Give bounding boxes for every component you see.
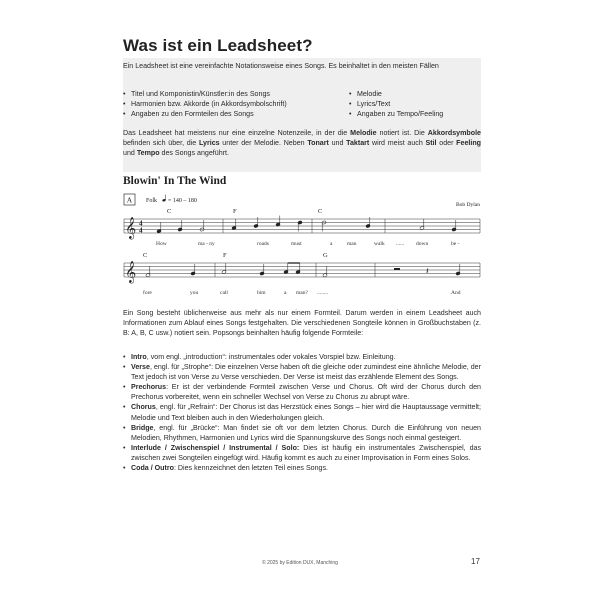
- style-label: Folk: [146, 198, 158, 204]
- chord-symbol: C: [318, 208, 323, 215]
- form-parts-intro: Ein Song besteht üblicherweise aus mehr als nur einem Formteil. Darum werden in einem Leadsheet auch Informationen zum Ablauf eines Songs festgehalten. Die verschiedenen Songteile können in Großbuchstaben (z. B: A, B, C usw.) notiert sein. Popsongs beinhalten häufig folgende Formteile:: [123, 309, 481, 338]
- chord-symbol: C: [167, 208, 172, 215]
- svg-text:And: And: [451, 290, 461, 296]
- list-item: • Angaben zu Tempo/Feeling: [357, 109, 443, 119]
- svg-text:you: you: [190, 290, 199, 296]
- lyrics-row-2: [143, 289, 461, 296]
- list-item: • Verse, engl. für „Strophe“: Die einzelnen Verse haben oft die gleiche oder zumindest eine ähnliche Melodie, der Text jedoch ist von Verse zu Verse verschieden. Der Verse ist meist das erzählende Element des Songs.: [123, 362, 481, 382]
- section-label: A: [126, 195, 133, 205]
- page-number: 17: [471, 557, 480, 566]
- chord-symbol: G: [323, 252, 328, 259]
- svg-text:roads: roads: [257, 241, 269, 247]
- list-item: • Intro, vom engl. „introduction“: instrumentales oder vokales Vorspiel bzw. Einleitung.: [123, 352, 481, 362]
- svg-text:........: ........: [317, 290, 328, 296]
- time-signature: 4: [139, 219, 143, 228]
- quarter-rest-icon: 𝄽: [426, 266, 429, 276]
- svg-text:down: down: [416, 241, 429, 247]
- svg-text:must: must: [291, 241, 302, 247]
- copyright-footer: © 2025 by Edition DUX, Manching: [262, 560, 338, 566]
- svg-text:be -: be -: [451, 241, 460, 247]
- svg-text:fore: fore: [143, 290, 152, 296]
- list-item: • Lyrics/Text: [357, 99, 390, 109]
- svg-text:him: him: [257, 290, 266, 296]
- treble-clef-icon: 𝄞: [125, 262, 137, 283]
- list-item: • Bridge, engl. für „Brücke“: Man findet sie oft vor dem letzten Chorus. Durch die Einführung von neuen Melodien, Rhythmen, Harmonien und Lyrics wird die Spannungskurve des Songs noch einmal gesteigert.: [123, 423, 481, 443]
- svg-text:man?: man?: [296, 290, 308, 296]
- svg-text:How: How: [156, 241, 167, 247]
- list-item: • Titel und Komponistin/Künstler:in des Songs: [131, 89, 270, 99]
- list-item: • Melodie: [357, 89, 382, 99]
- list-item: • Harmonien bzw. Akkorde (in Akkordsymbolschrift): [131, 99, 287, 109]
- form-parts-list: [123, 352, 481, 473]
- composer-label: Bob Dylan: [456, 202, 480, 208]
- svg-text:call: call: [220, 290, 228, 296]
- list-item: • Interlude / Zwischenspiel / Instrumental / Solo: Dies ist häufig ein instrumentales Zwischenspiel, das zwischen zwei Songteilen eingefügt wird. Häufig kommt es auch zu einer Improvisation in Form eines Solos.: [123, 443, 481, 463]
- lyrics-row-1: [156, 241, 460, 247]
- svg-text:a: a: [330, 241, 333, 247]
- intro-paragraph: Ein Leadsheet ist eine vereinfachte Notationsweise eines Songs. Es beinhaltet in den meisten Fällen: [123, 62, 439, 70]
- chord-symbol: F: [223, 252, 227, 259]
- leadsheet-description: Das Leadsheet hat meistens nur eine einzelne Notenzeile, in der die Melodie notiert ist. Die Akkordsymbole befinden sich über, die Lyrics unter der Melodie. Neben Tonart und Taktart wird meist auch Stil oder Feeling und Tempo des Songs angeführt.: [123, 129, 482, 158]
- page-title: Was ist ein Leadsheet?: [123, 36, 313, 55]
- leadsheet-notation: [120, 192, 485, 302]
- chord-symbol: F: [233, 208, 237, 215]
- svg-text:ma - ny: ma - ny: [198, 241, 215, 247]
- list-item: • Chorus, engl. für „Refrain“: Der Chorus ist das Herzstück eines Songs – hier wird die Hauptaussage vermittelt; Melodie und Text bleiben auch in den Wiederholungen gleich.: [123, 402, 481, 422]
- svg-text:walk: walk: [374, 241, 385, 247]
- treble-clef-icon: 𝄞: [125, 218, 137, 239]
- chord-symbol: C: [143, 252, 148, 259]
- svg-text:man: man: [347, 241, 357, 247]
- staff-line-1: [124, 219, 480, 233]
- svg-text:......: ......: [396, 241, 405, 247]
- svg-text:a: a: [284, 290, 287, 296]
- notes-row-1: [157, 216, 457, 234]
- song-title: Blowin' In The Wind: [123, 175, 227, 187]
- tempo-label: = 140 – 180: [168, 198, 197, 204]
- list-item: • Coda / Outro: Dies kennzeichnet den letzten Teil eines Songs.: [123, 463, 481, 473]
- svg-text:4: 4: [139, 226, 143, 235]
- list-item: • Angaben zu den Formteilen des Songs: [131, 109, 254, 119]
- list-item: • Prechorus: Er ist der verbindende Formteil zwischen Verse und Chorus. Oft wird der Chorus durch den Prechorus vorbereitet, wenn ein schneller Wechsel von Verse zu Chorus zu abrupt wäre.: [123, 382, 481, 402]
